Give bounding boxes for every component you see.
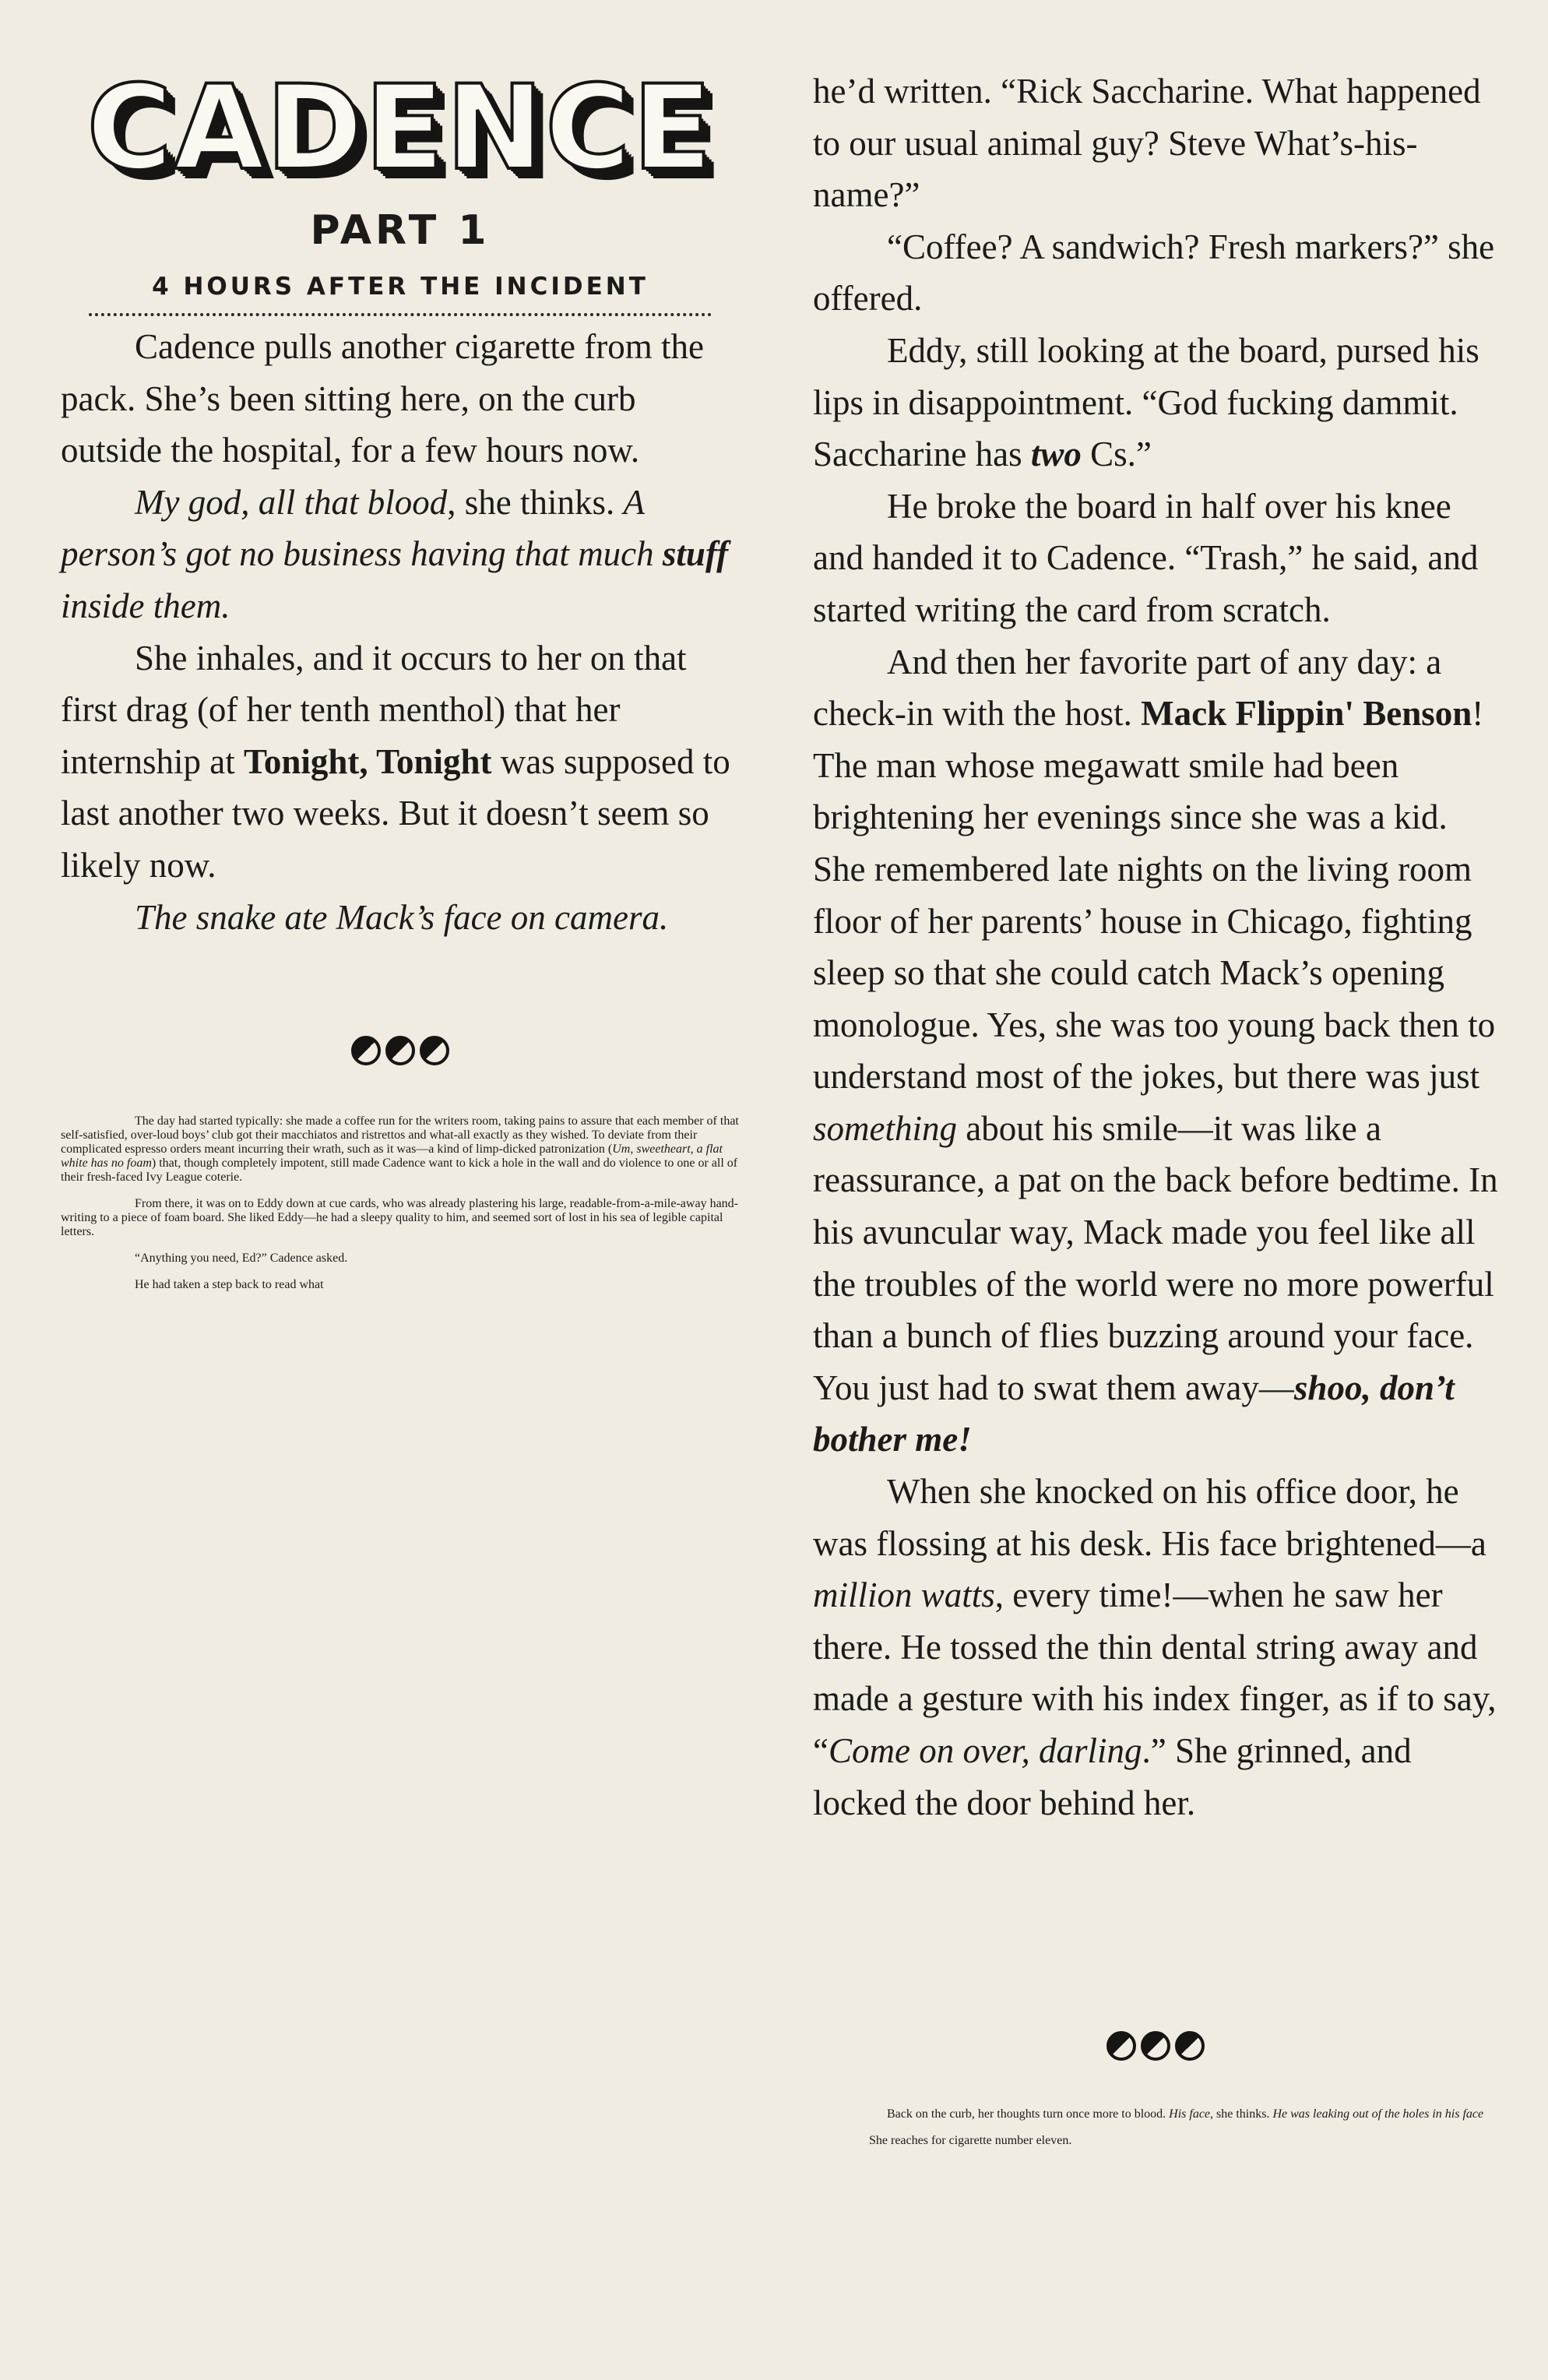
paragraph: And then her favorite part of any day: a check-in with the host. Mack Flippin' Benson! The man whose megawatt smile had been brightening her evenings since she was a kid. She remembered late nights on the living room floor of her parents’ house in Chicago, fighting sleep so that she could catch Mack’s opening monologue. Yes, she was too young back then to understand most of the jokes, but there was just something about his smile—it was like a reassurance, a pat on the back before bedtime. In his avuncular way, Mack made you feel like all the troubles of the world were no more powerful than a bunch of flies buzzing around your face. You just had to swat them away—shoo, don’t bother me!: [813, 642, 1498, 1459]
section-divider-ornament: [813, 2031, 1498, 2061]
paragraph: From there, it was on to Eddy down at cue cards, who was already plastering his large, readable-from-a-mile-away hand-writing to a piece of foam board. She liked Eddy—he had a sleepy quality to him, and seemed sort of lost in his sea of legible capital letters.: [61, 1197, 738, 1238]
paragraph: Back on the curb, her thoughts turn once more to blood. His face, she thinks. He was leaking out of the holes in his face: [887, 2107, 1484, 2121]
paragraph: Cadence pulls another cigarette from the pack. She’s been sitting here, on the curb outside the hospital, for a few hours now.: [61, 327, 704, 470]
pill-icon: [420, 1036, 449, 1065]
right-text-block-2: [813, 2095, 1498, 2160]
paragraph: When she knocked on his office door, he was flossing at his desk. His face brightened—a million watts, every time!—when he saw her there. He tossed the thin dental string away and made a gesture with his index finger, as if to say, “Come on over, darling.” She grinned, and locked the door behind her.: [813, 1472, 1497, 1822]
dotted-rule: [89, 313, 712, 316]
left-text-block-2: [61, 1102, 740, 1304]
paragraph: He had taken a step back to read what: [135, 1278, 324, 1291]
chapter-header: [61, 56, 740, 316]
paragraph: She reaches for cigarette number eleven.: [869, 2134, 1072, 2147]
left-text-block-1: [61, 321, 740, 943]
paragraph: he’d written. “Rick Saccharine. What happened to our usual animal guy? Steve What’s-his-name?”: [813, 72, 1481, 215]
paragraph: My god, all that blood, she thinks. A person’s got no business having that much stuff inside them.: [61, 482, 729, 625]
section-divider-ornament: [61, 1036, 740, 1065]
paragraph: “Coffee? A sandwich? Fresh markers?” she offered.: [813, 227, 1495, 319]
part-label: PART 1: [310, 207, 491, 254]
pill-icon: [385, 1036, 415, 1065]
time-subtitle: 4 HOURS AFTER THE INCIDENT: [152, 273, 649, 301]
paragraph: “Anything you need, Ed?” Cadence asked.: [135, 1252, 348, 1265]
paragraph: Eddy, still looking at the board, pursed his lips in disappointment. “God fucking dammit. Saccharine has two Cs.”: [813, 330, 1479, 474]
right-text-block-1: [813, 65, 1498, 1829]
paragraph: The snake ate Mack’s face on camera.: [135, 897, 669, 937]
pill-icon: [1175, 2031, 1205, 2061]
pill-icon: [1141, 2031, 1170, 2061]
paragraph: He broke the board in half over his knee and handed it to Cadence. “Trash,” he said, and started writing the card from scratch.: [813, 486, 1479, 629]
chapter-title: CADENCE: [86, 61, 714, 196]
paragraph: The day had started typically: she made a coffee run for the writers room, taking pains to assure that each member of that self-satisfied, over-loud boys’ club got their macchiatos and ristrettos and what-all exactly as they wished. To deviate from their complicated espresso orders meant incurring their wrath, such as it was—a kind of limp-dicked patronization (Um, sweetheart, a flat white has no foam) that, though completely impotent, still made Cadence want to kick a hole in the wall and do violence to one or all of their fresh-faced Ivy League coterie.: [61, 1114, 739, 1184]
pill-icon: [1106, 2031, 1136, 2061]
paragraph: She inhales, and it occurs to her on that first drag (of her tenth menthol) that her internship at Tonight, Tonight was supposed to last another two weeks. But it doesn’t seem so likely now.: [61, 638, 730, 885]
pill-icon: [351, 1036, 381, 1065]
